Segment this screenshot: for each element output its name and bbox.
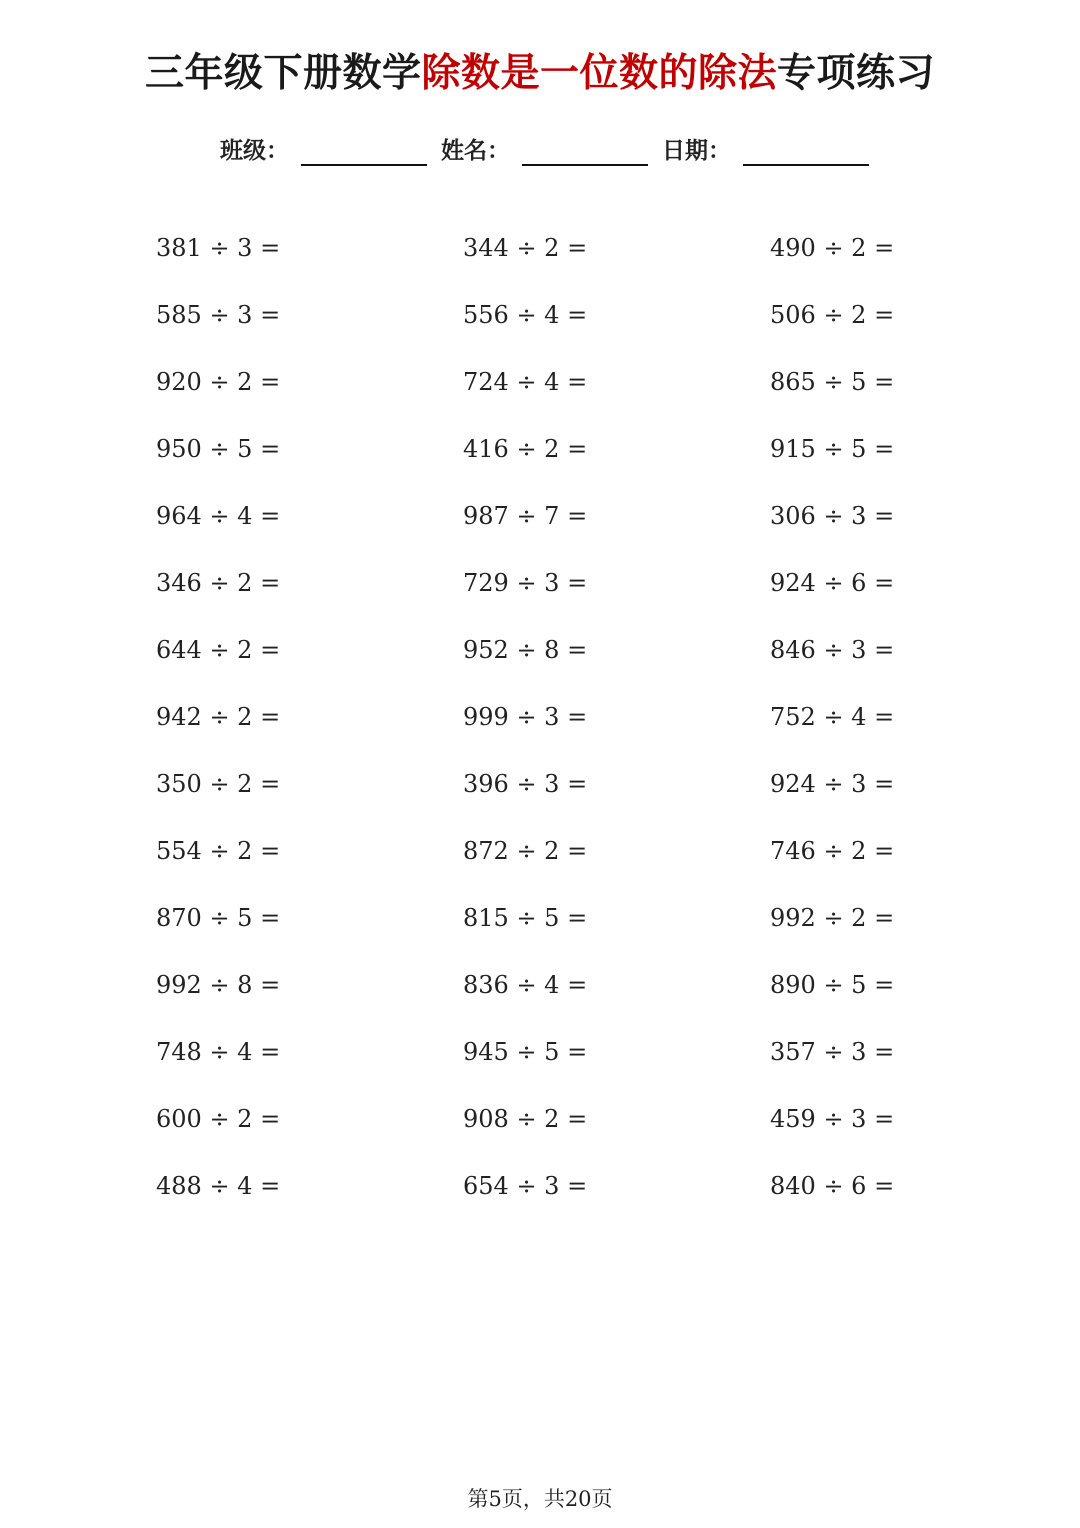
division-problem: 840 ÷ 6 = bbox=[770, 1172, 895, 1200]
division-problem: 870 ÷ 5 = bbox=[156, 904, 281, 932]
title-grade-text: 三年级下册数学 bbox=[144, 51, 422, 96]
division-problem: 964 ÷ 4 = bbox=[156, 502, 281, 530]
problem-row bbox=[156, 762, 986, 829]
division-problem: 890 ÷ 5 = bbox=[770, 971, 895, 999]
division-problem: 872 ÷ 2 = bbox=[463, 837, 588, 865]
division-problem: 987 ÷ 7 = bbox=[463, 502, 588, 530]
division-problem: 644 ÷ 2 = bbox=[156, 636, 281, 664]
division-problem: 554 ÷ 2 = bbox=[156, 837, 281, 865]
problem-row bbox=[156, 628, 986, 695]
problem-row bbox=[156, 695, 986, 762]
division-problem: 752 ÷ 4 = bbox=[770, 703, 895, 731]
division-problem: 746 ÷ 2 = bbox=[770, 837, 895, 865]
division-problem: 729 ÷ 3 = bbox=[463, 569, 588, 597]
problem-row bbox=[156, 293, 986, 360]
division-problem: 357 ÷ 3 = bbox=[770, 1038, 895, 1066]
date-field bbox=[662, 136, 883, 166]
division-problem: 846 ÷ 3 = bbox=[770, 636, 895, 664]
division-problem: 306 ÷ 3 = bbox=[770, 502, 895, 530]
title-suffix-text: 专项练习 bbox=[777, 51, 936, 96]
division-problem: 952 ÷ 8 = bbox=[463, 636, 588, 664]
problem-row bbox=[156, 226, 986, 293]
division-problem: 999 ÷ 3 = bbox=[463, 703, 588, 731]
name-field bbox=[441, 136, 662, 166]
division-problem: 920 ÷ 2 = bbox=[156, 368, 281, 396]
problem-row bbox=[156, 829, 986, 896]
problem-row bbox=[156, 360, 986, 427]
division-problem: 908 ÷ 2 = bbox=[463, 1105, 588, 1133]
page-number: 第5页，共20页 bbox=[467, 1487, 613, 1511]
division-problem: 344 ÷ 2 = bbox=[463, 234, 588, 262]
division-problem: 654 ÷ 3 = bbox=[463, 1172, 588, 1200]
division-problem: 416 ÷ 2 = bbox=[463, 435, 588, 463]
problem-row bbox=[156, 1164, 986, 1231]
problem-row bbox=[156, 494, 986, 561]
division-problem: 836 ÷ 4 = bbox=[463, 971, 588, 999]
division-problem: 992 ÷ 8 = bbox=[156, 971, 281, 999]
division-problem: 490 ÷ 2 = bbox=[770, 234, 895, 262]
class-blank-line[interactable] bbox=[301, 136, 427, 166]
division-problem: 381 ÷ 3 = bbox=[156, 234, 281, 262]
problem-row bbox=[156, 1030, 986, 1097]
division-problem: 488 ÷ 4 = bbox=[156, 1172, 281, 1200]
date-label: 日期： bbox=[662, 138, 731, 164]
division-problem: 556 ÷ 4 = bbox=[463, 301, 588, 329]
division-problem: 724 ÷ 4 = bbox=[463, 368, 588, 396]
division-problem: 506 ÷ 2 = bbox=[770, 301, 895, 329]
problem-grid bbox=[156, 226, 986, 1231]
division-problem: 865 ÷ 5 = bbox=[770, 368, 895, 396]
page-title bbox=[0, 44, 1080, 104]
class-field bbox=[220, 136, 441, 166]
division-problem: 924 ÷ 6 = bbox=[770, 569, 895, 597]
date-blank-line[interactable] bbox=[743, 136, 869, 166]
title-topic-text: 除数是一位数的除法 bbox=[421, 51, 777, 96]
problem-row bbox=[156, 896, 986, 963]
division-problem: 350 ÷ 2 = bbox=[156, 770, 281, 798]
division-problem: 924 ÷ 3 = bbox=[770, 770, 895, 798]
division-problem: 815 ÷ 5 = bbox=[463, 904, 588, 932]
division-problem: 992 ÷ 2 = bbox=[770, 904, 895, 932]
division-problem: 600 ÷ 2 = bbox=[156, 1105, 281, 1133]
division-problem: 915 ÷ 5 = bbox=[770, 435, 895, 463]
name-blank-line[interactable] bbox=[522, 136, 648, 166]
division-problem: 942 ÷ 2 = bbox=[156, 703, 281, 731]
problem-row bbox=[156, 561, 986, 628]
division-problem: 950 ÷ 5 = bbox=[156, 435, 281, 463]
division-problem: 945 ÷ 5 = bbox=[463, 1038, 588, 1066]
division-problem: 585 ÷ 3 = bbox=[156, 301, 281, 329]
division-problem: 396 ÷ 3 = bbox=[463, 770, 588, 798]
name-label: 姓名： bbox=[441, 138, 510, 164]
problem-row bbox=[156, 427, 986, 494]
division-problem: 346 ÷ 2 = bbox=[156, 569, 281, 597]
student-info-row bbox=[220, 130, 883, 166]
class-label: 班级： bbox=[220, 138, 289, 164]
division-problem: 748 ÷ 4 = bbox=[156, 1038, 281, 1066]
problem-row bbox=[156, 1097, 986, 1164]
problem-row bbox=[156, 963, 986, 1030]
division-problem: 459 ÷ 3 = bbox=[770, 1105, 895, 1133]
